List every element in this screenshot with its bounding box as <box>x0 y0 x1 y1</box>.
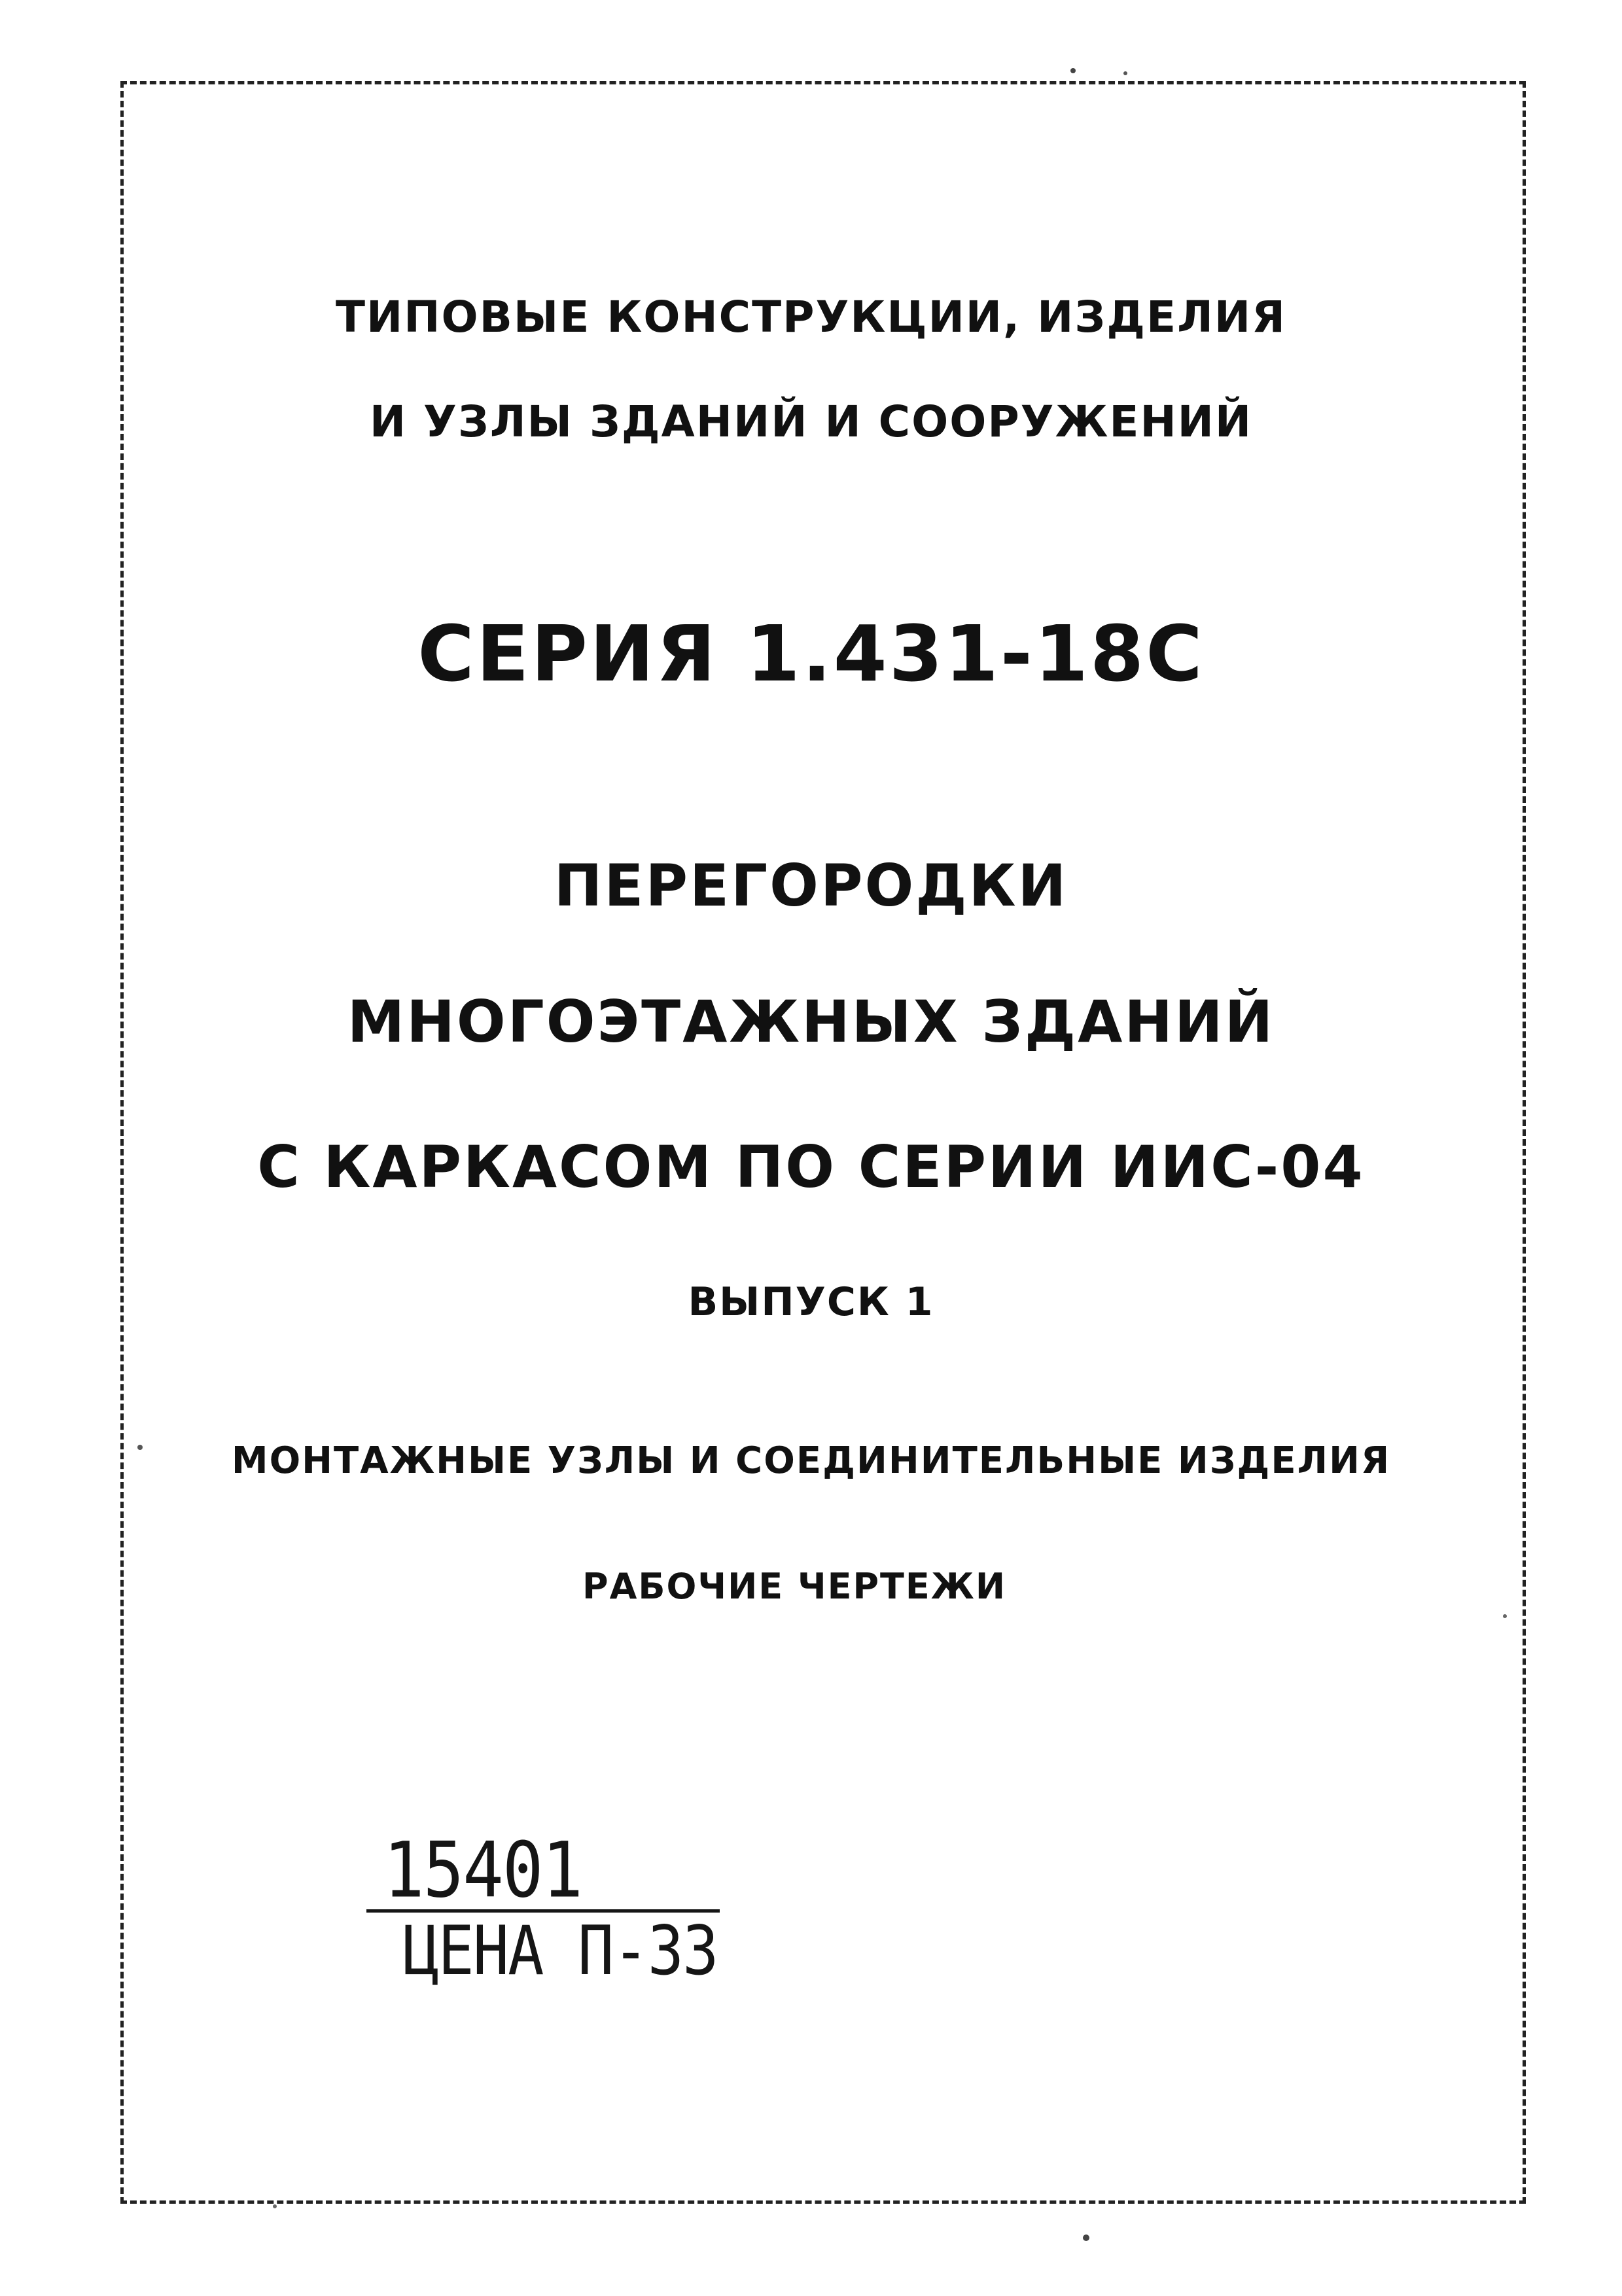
stamp-price: ЦЕНА П-33 <box>403 1912 718 1990</box>
price-stamp <box>366 1825 733 1990</box>
header-line-1: ТИПОВЫЕ КОНСТРУКЦИИ, ИЗДЕЛИЯ <box>336 292 1286 342</box>
document-title-line-1: ПЕРЕГОРОДКИ <box>554 852 1068 919</box>
stamp-number: 15401 <box>383 1825 582 1915</box>
document-title-line-2: МНОГОЭТАЖНЫХ ЗДАНИЙ <box>347 988 1275 1055</box>
issue-label: ВЫПУСК 1 <box>688 1279 934 1325</box>
document-title-line-3: С КАРКАСОМ ПО СЕРИИ ИИС-04 <box>257 1133 1365 1201</box>
issue-subtitle: МОНТАЖНЫЕ УЗЛЫ И СОЕДИНИТЕЛЬНЫЕ ИЗДЕЛИЯ <box>231 1439 1391 1482</box>
document-type: РАБОЧИЕ ЧЕРТЕЖИ <box>582 1566 1007 1607</box>
header-line-2: И УЗЛЫ ЗДАНИЙ И СООРУЖЕНИЙ <box>369 397 1253 447</box>
series-title: СЕРИЯ 1.431-18С <box>417 609 1205 699</box>
